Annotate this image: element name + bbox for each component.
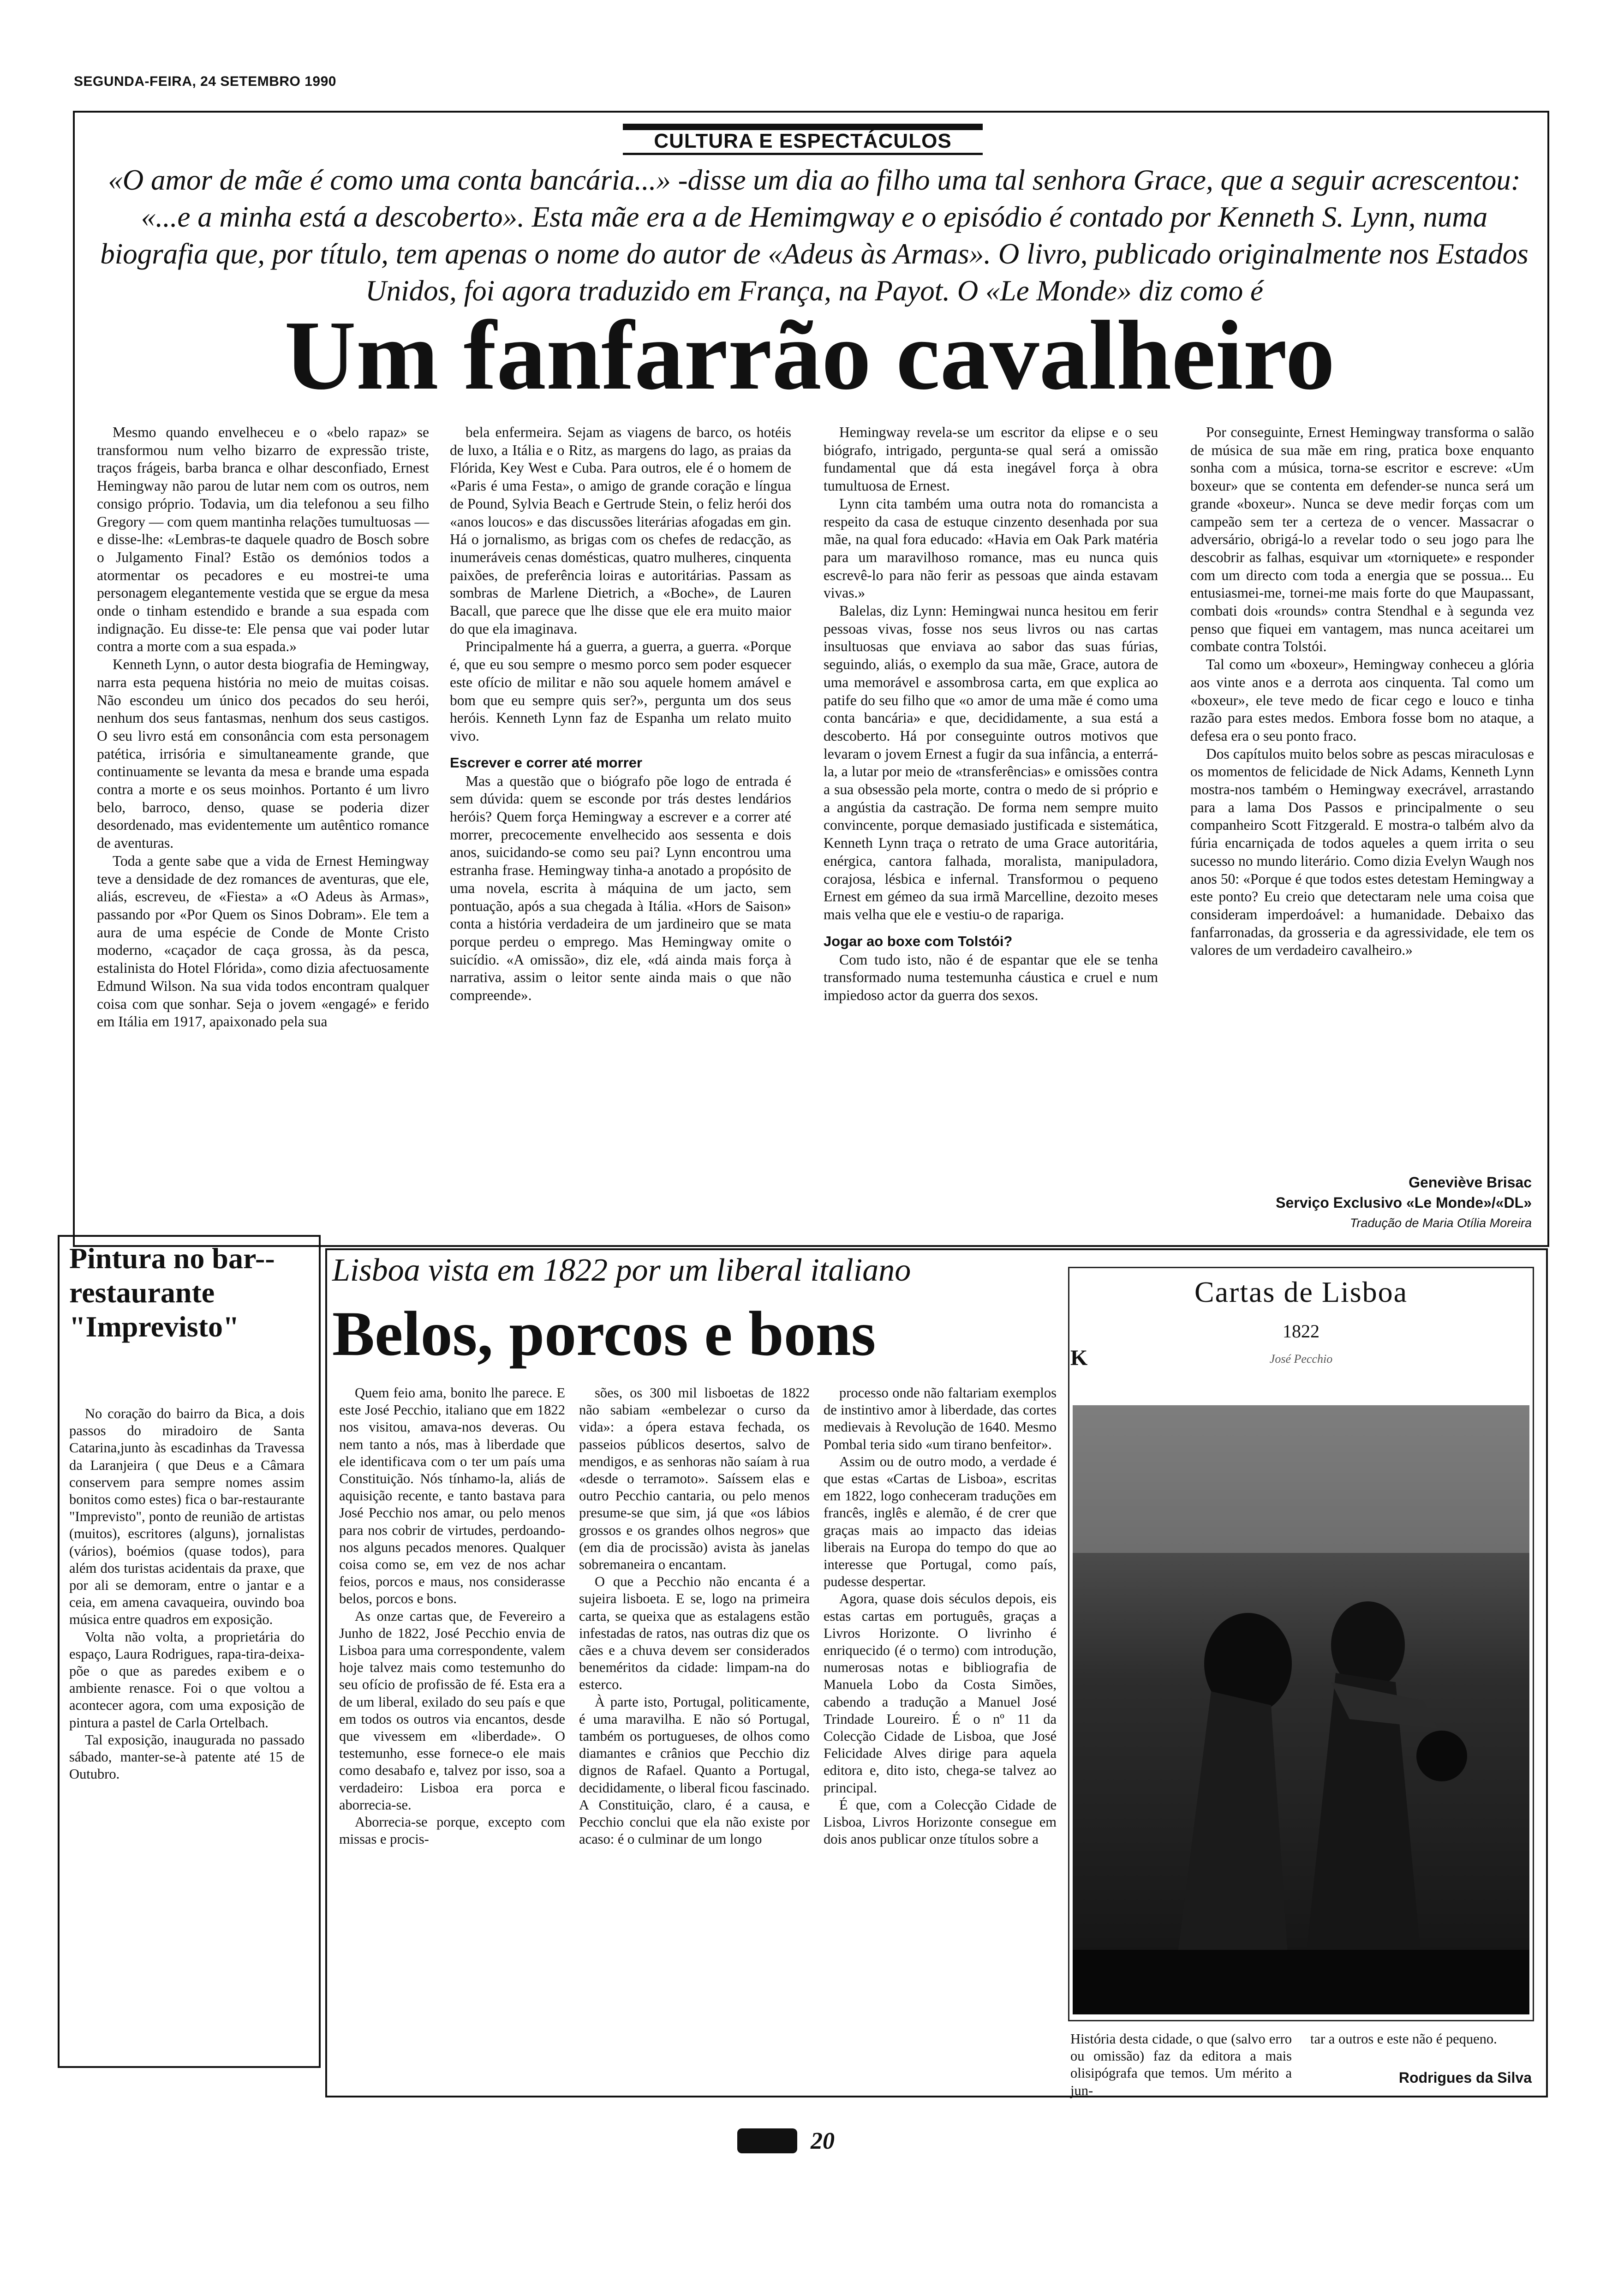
lisboa-author: Rodrigues da Silva	[1398, 2069, 1532, 2086]
image-caption-right: tar a outros e este não é pequeno.	[1310, 2031, 1497, 2047]
paragraph: sões, os 300 mil lisboetas de 1822 não sabiam «embelezar o curso da vida»: a ópera estava fechada, os passeios públicos desertos, salvo de mendigos, e as senhoras não saíam à rua «desde o terramoto». Saíssem elas e outro Pecchio cantaria, ou pelo menos presume-se que sim, já que «os lábios grossos e os grandes olhos negros» que (em dia de procissão) avista às janelas sobremaneira o encantam.	[579, 1385, 810, 1573]
paragraph: Agora, quase dois séculos depois, eis estas cartas em português, graças a Livros Horizonte. O livrinho é enriquecido (é o termo) com introdução, numerosas notas e bibliografia de Manuela Lobo da Costa Simões, cabendo a tradução a Manuel José Trindade Loureiro. É o nº 11 da Colecção Cidade de Lisboa, que José Felicidade Alves dirige para aquela editora e, dito isto, chega-se talvez ao principal.	[824, 1591, 1057, 1796]
lisboa-column-2	[579, 1384, 810, 1848]
paragraph: Balelas, diz Lynn: Hemingwai nunca hesitou em ferir pessoas vivas, fosse nos seus livros ou nas cartas insultuosas que enviava ao sabor das suas fúrias, seguindo, aliás, o exemplo da sua mãe, Grace, autora de uma memorável e assombrosa carta, em que explica ao patife do seu filho que «o amor de uma mãe é como uma conta bancária» e que, decididamente, a sua está a descoberto. Há por conseguinte outros motivos que levaram o jovem Ernest a fugir da sua infância, a enterrá-la, a lutar por meio de «transferências» e omissões contra a sua obsessão pela morte, contra o medo de si próprio e a angústia da castração. De forma nem sempre muito convincente, porque demasiado justificada e sistemática, Kenneth Lynn traça o retrato de uma Grace autoritária, enérgica, cantora falhada, moralista, manipuladora, corajosa, lésbica e infernal. Transformou o pequeno Ernest em gémeo da sua irmã Marcelline, dezoito meses mais velha que ele e vestiu-o de rapariga.	[824, 603, 1158, 923]
book-author: José Pecchio	[1269, 1352, 1333, 1366]
book-mark: K	[1070, 1346, 1088, 1370]
paragraph: As onze cartas que, de Fevereiro a Junho de 1822, José Pecchio envia de Lisboa para uma correspondente, valem hoje talvez mais como testemunho do seu ofício de profissão de fé. Esta era a de um liberal, exilado do seu país e que em todos os outros via encantos, desde que vivessem em «liberdade». O testemunho, esse fornece-o ele mais como desabafo e, talvez por isso, soa a verdadeiro: Lisboa era porca e aborrecia-se.	[339, 1608, 565, 1813]
article-column-4	[1190, 424, 1534, 959]
paragraph: O que a Pecchio não encanta é a sujeira lisboeta. E se, logo na primeira carta, se queixa que as estalagens estão infestadas de ratos, nas outras diz que os cães e a chuva devem ser considerados beneméritos da cidade: limpam-na do esterco.	[579, 1574, 810, 1693]
paragraph: Tal exposição, inaugurada no passado sábado, manter-se-à patente até 15 de Outubro.	[69, 1732, 304, 1782]
page-number-badge	[737, 2127, 853, 2155]
pintura-headline: Pintura no bar--restaurante "Imprevisto"	[69, 1242, 275, 1343]
translation-credit: Tradução de Maria Otília Moreira	[1349, 1216, 1532, 1230]
section-title: CULTURA E ESPECTÁCULOS	[623, 124, 983, 155]
paragraph: Toda a gente sabe que a vida de Ernest Hemingway teve a densidade de dez romances de aventuras, que ele, aliás, escreveu, de «Fiesta» a «O Adeus às Armas», passando por «Por Quem os Sinos Dobram». Ele tem a aura de uma espécie de Conde de Monte Cristo moderno, «caçador de caça grossa, às da pesca, estalinista do Hotel Flórida», como dizia afectuosamente Edmund Wilson. Na sua vida todos encontram qualquer coisa com que sonhar. Seja o jovem «engagé» e ferido em Itália em 1917, apaixonado pela sua	[97, 852, 429, 1030]
article-column-2	[450, 424, 791, 1005]
paragraph: Volta não volta, a proprietária do espaço, Laura Rodrigues, rapa-tira-deixa-põe o que as paredes exibem e o ambiente renasce. Foi o que voltou a acontecer agora, com uma exposição de pintura a pastel de Carla Ortelbach.	[69, 1629, 304, 1731]
paragraph: À parte isto, Portugal, politicamente, é uma maravilha. E não só Portugal, também os portugueses, de olhos como diamantes e crânios que Pecchio diz dignos de Rafael. Quanto a Portugal, decididamente, o liberal ficou fascinado. A Constituição, claro, é a causa, e Pecchio conclui que ela não existe por acaso: é o culminar de um longo	[579, 1694, 810, 1847]
subheading: Jogar ao boxe com Tolstói?	[824, 933, 1013, 949]
book-title: Cartas de Lisboa	[1194, 1276, 1408, 1308]
paragraph: Mas a questão que o biógrafo põe logo de entrada é sem dúvida: quem se esconde por trás destes lendários heróis? Quem força Hemingway a escrever e a correr até morrer, precocemente envelhecido aos sessenta e dois anos, suicidando-se como seu pai? Lynn encontrou uma estranha frase. Hemingway tinha-a anotado a propósito de uma novela, escrita à máquina de um jacto, sem pontuação, após a sua chegada à Itália. «Hors de Saison» conta a história verdadeira de um jardineiro que se mata porque perdeu o emprego. Mas Hemingway omite o suicídio. «A omissão», diz ele, «dá ainda mais força à narrativa, assim o leitor sente ainda mais o que não compreende».	[450, 773, 791, 1004]
article-byline	[1153, 1172, 1532, 1233]
service-credit: Serviço Exclusivo «Le Monde»/«DL»	[1276, 1194, 1532, 1211]
dateline: SEGUNDA-FEIRA, 24 SETEMBRO 1990	[74, 74, 336, 89]
article-column-3	[824, 424, 1158, 1005]
paragraph: No coração do bairro da Bica, a dois passos do miradoiro de Santa Catarina,junto às escadinhas da Travessa da Laranjeira ( que Deus e a Câmara conservem para sempre nomes assim bonitos como estes) fica o bar-restaurante "Imprevisto", ponto de reunião de artistas (muitos), escritores (alguns), jornalistas (vários), boémios (quase todos), para além dos turistas acidentais da praxe, que por ali se demoram, entre o jantar e a ceia, em amena cavaqueira, ouvindo boa música entre quadros em exposição.	[69, 1406, 304, 1628]
paragraph: Assim ou de outro modo, a verdade é que estas «Cartas de Lisboa», escritas em 1822, logo conheceram traduções em francês, inglês e alemão, é de crer que graças mais ao impacto das ideias liberais na Europa do tempo do que ao interesse que Portugal, como país, pudesse despertar.	[824, 1453, 1057, 1590]
image-caption-left: História desta cidade, o que (salvo erro ou omissão) faz da editora a mais olisipógrafa que temos. Um mérito a jun-	[1070, 2031, 1292, 2098]
pintura-body	[69, 1405, 304, 1783]
article-intro: «O amor de mãe é como uma conta bancária...» -disse um dia ao filho uma tal senhora Grace, que a seguir acrescentou: «...e a minha está a descoberto». Esta mãe era a de Hemimgway e o episódio é contado por Kenneth S. Lynn, numa biografia que, por título, tem apenas o nome do autor de «Adeus às Armas». O livro, publicado originalmente nos Estados Unidos, foi agora traduzido em França, na Payot. O «Le Monde» diz como é	[100, 164, 1528, 307]
paragraph: Principalmente há a guerra, a guerra, a guerra. «Porque é, que eu sou sempre o mesmo porco sem poder esquecer este ofício de militar e não sou aquele homem amável e bom que eu sempre quis ser?», pergunta um dos seus heróis. Kenneth Lynn faz de Espanha um relato muito vivo.	[450, 638, 791, 744]
subheading: Escrever e correr até morrer	[450, 754, 643, 771]
book-year: 1822	[1283, 1321, 1320, 1342]
paragraph: Kenneth Lynn, o autor desta biografia de Hemingway, narra esta pequena história no meio de muitas coisas. Não escondeu um único dos pecados do seu herói, nenhum dos seus fantasmas, nenhum dos seus castigos. O seu livro está em consonância com esta personagem patética, irrisória e simultaneamente grande, que continuamente se levanta da mesa e brande uma espada contra a morte e os seus moinhos. Portanto é um livro belo, barroco, denso, quase se poderia dizer desordenado, mas evidentemente um autêntico romance de aventuras.	[97, 656, 429, 851]
paragraph: Dos capítulos muito belos sobre as pescas miraculosas e os momentos de felicidade de Nick Adams, Kenneth Lynn mostra-nos também o Hemingway execrável, arrastando para a lama Dos Passos e principalmente o seu companheiro Scott Fitzgerald. E mostra-o talbém alvo da fúria encarniçada de todos aqueles a quem irrita o seu sucesso no mundo literário. Como dizia Evelyn Waugh nos anos 50: «Porque é que todos estes detestam Hemingway a este ponto? Eu creio que detectaram nele uma coisa que consideram imperdoável: a humanidade. Debaixo das fanfarronadas, da grosseria e da agressividade, ele tem os valores de um verdadeiro cavalheiro.»	[1190, 745, 1534, 959]
engraving-image	[1073, 1405, 1529, 2014]
paragraph: Mesmo quando envelheceu e o «belo rapaz» se transformou num velho bizarro de expressão triste, traços frágeis, barba branca e olhar desconfiado, Ernest Hemingway não parou de lutar nem com os outros, nem consigo próprio. Todavia, um dia telefonou a seu filho Gregory — com quem mantinha relações tumultuosas — e disse-lhe: «Lembras-te daquele quadro de Bosch sobre o Julgamento Final? Estão os demónios todos a atormentar os pecadores e eu mostrei-te uma personagem elegantemente vestida que se ergue da mesa onde o tinham estendido e brande a sua espada com indignação. Eu disse-te: Ele pensa que vai poder lutar contra a morte com a sua espada.»	[97, 424, 429, 655]
paragraph: bela enfermeira. Sejam as viagens de barco, os hotéis de luxo, a Itália e o Ritz, as margens do lago, as praias da Flórida, Key West e Cuba. Para outros, ele é o homem de «Paris é uma Festa», o amigo de grande coração e língua de Pound, Sylvia Beach e Gertrude Stein, o feliz herói dos «anos loucos» e das discussões literárias afogadas em gin. Há o jornalismo, as brigas com os chefes de redacção, as inumeráveis cenas domésticas, quatro mulheres, cinquenta paixões, de preferência loiras e autoritárias. Passam as sombras de Marlene Dietrich, a «Boche», de Lauren Bacall, que parece que lhe disse que ele era muito maior do que ela imaginava.	[450, 424, 791, 637]
lisboa-column-1	[339, 1384, 565, 1848]
paragraph: É que, com a Colecção Cidade de Lisboa, Livros Horizonte consegue em dois anos publicar onze títulos sobre a	[824, 1797, 1057, 1847]
article-headline: Um fanfarrão cavalheiro	[284, 300, 1335, 410]
paragraph: Tal como um «boxeur», Hemingway conheceu a glória aos vinte anos e a derrota aos cinquenta. Tal como um «boxeur», ele teve medo de ficar cego e louco e tinha razão para estes medos. Embora fosse bom no ataque, a defesa era o seu ponto fraco.	[1190, 656, 1534, 744]
lisboa-headline: Belos, porcos e bons	[332, 1298, 876, 1369]
paragraph: Por conseguinte, Ernest Hemingway transforma o salão de música de sua mãe em ring, pratica boxe enquanto sonha com a música, torna-se escritor e escreve: «Um boxeur» que se contenta em defender-se nunca será um grande «boxeur». Nunca se deve medir forças com um campeão sem ter a certeza de o vencer. Massacrar o adversário, obrigá-lo a revelar todo o seu jogo para lhe descobrir as falhas, esquivar um «torniquete» e responder com um directo com toda a energia que se possua... Eu entusiasmei-me, tornei-me mais forte do que Maupassant, combati dois «rounds» contra Stendhal e à segunda vez penso que fiquei em vantagem, mas nunca aceitarei um combate contra Tolstói.	[1190, 424, 1534, 655]
page-number: 20	[811, 2128, 835, 2154]
lisboa-column-3	[824, 1384, 1057, 1848]
paragraph: processo onde não faltariam exemplos de instintivo amor à liberdade, das cortes medievais à Revolução de 1640. Mesmo Pombal teria sido «um tirano benfeitor».	[824, 1385, 1057, 1452]
paragraph: Quem feio ama, bonito lhe parece. E este José Pecchio, italiano que em 1822 nos visitou, amava-nos deveras. Ou nem tanto a nós, mas à liberdade que ele identificava com o ter um país uma Constituição. Nós tínhamo-la, aliás de aquisição recente, e tanto bastava para José Pecchio nos amar, ou pelo menos para nos cobrir de virtudes, perdoando-nos alguns pecados menores. Qualquer coisa como se, em vez de nos achar feios, porcos e maus, nos considerasse belos, porcos e bons.	[339, 1385, 565, 1607]
article-column-1	[97, 424, 429, 1031]
paragraph: Lynn cita também uma outra nota do romancista a respeito da casa de estuque cinzento desenhada por sua mãe, na qual fora educado: «Havia em Oak Park matéria para um maravilhoso romance, mas eu nunca quis escrevê-lo para não ferir as pessoas que ainda estavam vivas.»	[824, 495, 1158, 601]
author-name: Geneviève Brisac	[1409, 1174, 1532, 1191]
paragraph: Com tudo isto, não é de espantar que ele se tenha transformado numa testemunha cáustica e cruel e num impiedoso actor da guerra dos sexos.	[824, 951, 1158, 1004]
lisboa-kicker: Lisboa vista em 1822 por um liberal italiano	[332, 1252, 911, 1288]
paragraph: Aborrecia-se porque, excepto com missas e procis-	[339, 1814, 565, 1847]
paragraph: Hemingway revela-se um escritor da elipse e o seu biógrafo, intrigado, pergunta-se qual será a omissão fundamental que dá esta inegável força à obra tumultuosa de Ernest.	[824, 424, 1158, 494]
